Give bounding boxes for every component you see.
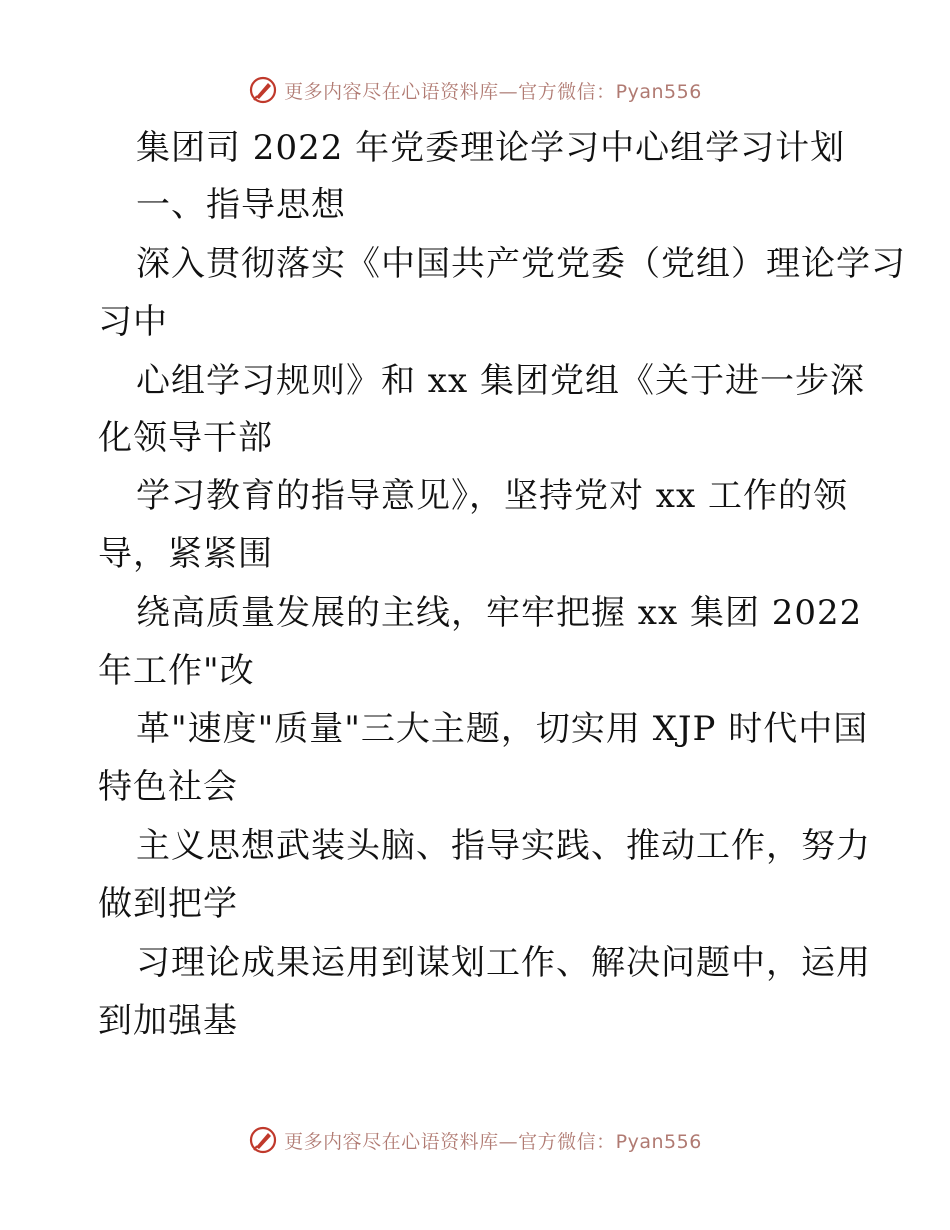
body-line: 主义思想武装头脑、指导实践、推动工作，努力 bbox=[136, 826, 871, 866]
body-line: 化领导干部 bbox=[98, 418, 273, 458]
body-line: 学习教育的指导意见》，坚持党对 xx 工作的领 bbox=[136, 476, 848, 516]
watermark-banner-bottom bbox=[0, 1120, 950, 1160]
watermark-site-text: 更多内容尽在心语资料库 bbox=[284, 80, 499, 103]
body-line: 绕高质量发展的主线，牢牢把握 xx 集团 2022 bbox=[136, 593, 863, 633]
body-line: 导，紧紧围 bbox=[98, 534, 273, 574]
section-heading: 一、指导思想 bbox=[136, 185, 346, 225]
body-line: 革"速度"质量"三大主题，切实用 XJP 时代中国 bbox=[136, 709, 869, 749]
body-line: 做到把学 bbox=[98, 884, 238, 924]
body-line: 习中 bbox=[98, 302, 168, 342]
body-line: 习理论成果运用到谋划工作、解决问题中，运用 bbox=[136, 943, 871, 983]
watermark-contact-text: 官方微信：Pyan556 bbox=[518, 1130, 702, 1153]
watermark-site-text: 更多内容尽在心语资料库 bbox=[284, 1130, 499, 1153]
watermark-separator: — bbox=[498, 1130, 519, 1153]
body-line: 心组学习规则》和 xx 集团党组《关于进一步深 bbox=[136, 361, 865, 401]
body-line: 年工作"改 bbox=[98, 651, 255, 691]
body-line: 特色社会 bbox=[98, 767, 238, 807]
document-title: 集团司 2022 年党委理论学习中心组学习计划 bbox=[136, 128, 846, 168]
body-line: 到加强基 bbox=[98, 1001, 238, 1041]
watermark-separator: — bbox=[498, 80, 519, 103]
quill-pen-logo-icon bbox=[248, 1125, 278, 1155]
watermark-contact-text: 官方微信：Pyan556 bbox=[518, 80, 702, 103]
watermark-text bbox=[284, 1127, 702, 1154]
body-line: 深入贯彻落实《中国共产党党委（党组）理论学习 bbox=[136, 244, 906, 284]
